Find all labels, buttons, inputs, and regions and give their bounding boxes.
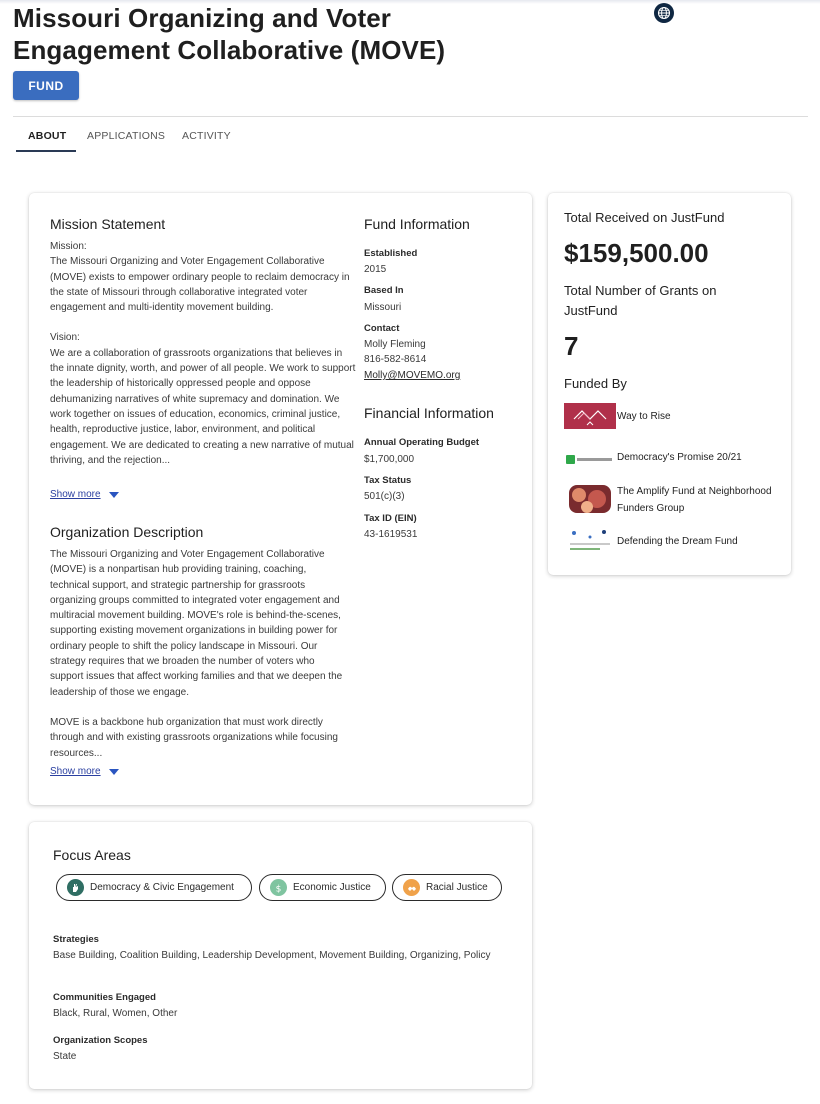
focus-pill-label: Economic Justice	[293, 882, 371, 893]
description-show-more[interactable]	[50, 766, 119, 777]
amplify-fund-logo	[569, 485, 611, 513]
contact-label: Contact	[364, 323, 400, 334]
globe-icon[interactable]	[654, 3, 674, 23]
hand-icon	[67, 879, 84, 896]
focus-areas-heading: Focus Areas	[53, 847, 131, 863]
democracys-promise-logo	[566, 452, 614, 463]
svg-text:$: $	[275, 884, 282, 893]
about-card	[29, 193, 532, 805]
hands-icon	[403, 879, 420, 896]
communities-value: Black, Rural, Women, Other	[53, 1008, 178, 1019]
tax-id-value: 43-1619531	[364, 529, 418, 540]
focus-pill-democracy[interactable]	[56, 874, 252, 901]
established-value: 2015	[364, 264, 387, 275]
funder-defending-the-dream[interactable]: Defending the Dream Fund	[617, 536, 738, 547]
strategies-value: Base Building, Coalition Building, Leadership Development, Movement Building, Organizing, Policy	[53, 950, 491, 961]
scopes-value: State	[53, 1051, 77, 1062]
funder-democracys-promise[interactable]: Democracy's Promise 20/21	[617, 452, 742, 463]
grants-count: 7	[564, 331, 579, 361]
based-in-value: Missouri	[364, 302, 402, 313]
funder-amplify-fund[interactable]: The Amplify Fund at Neighborhood Funders Group	[617, 486, 772, 514]
dollar-icon	[270, 879, 287, 896]
grants-count-label: Total Number of Grants on JustFund	[564, 283, 717, 318]
focus-pill-label: Democracy & Civic Engagement	[90, 882, 234, 893]
total-received-amount: $159,500.00	[564, 238, 709, 268]
vision-label: Vision:	[50, 332, 80, 344]
active-tab-indicator	[16, 150, 76, 152]
communities-label: Communities Engaged	[53, 992, 156, 1003]
mission-label: Mission:	[50, 241, 87, 252]
total-received-label: Total Received on JustFund	[564, 210, 725, 225]
mission-text: The Missouri Organizing and Voter Engagement Collaborative (MOVE) exists to empower ordinary people to reclaim democracy in the state of Missouri through collaborative integrated voter engagement and multi-identity movement building.	[50, 256, 350, 314]
funding-summary-card	[548, 193, 791, 575]
contact-name: Molly Fleming	[364, 339, 426, 350]
org-description-body	[50, 547, 348, 761]
fund-info-heading: Fund Information	[364, 216, 470, 232]
org-description-paragraph: The Missouri Organizing and Voter Engagement Collaborative (MOVE) is a nonpartisan hub providing training, coaching, technical support, and strategic partnership for grassroots organizing groups committed to integrated voter engagement and multiracial movement building. MOVE's role is behind-the-scenes, supporting existing movement organizations in building power for ordinary people to shift the policy landscape in Missouri. Our strategy requires that we broaden the number of voters who support issues that affect working families and that we deepen the leadership of those we engage.	[50, 549, 343, 698]
show-more-label: Show more	[50, 489, 101, 500]
focus-areas-card	[29, 822, 532, 1089]
budget-label: Annual Operating Budget	[364, 437, 480, 448]
org-description-paragraph: MOVE is a backbone hub organization that must work directly through and with existing grassroots organizations while focusing resources...	[50, 716, 338, 759]
tax-status-label: Tax Status	[364, 475, 412, 486]
contact-phone: 816-582-8614	[364, 354, 427, 365]
mission-show-more[interactable]	[50, 489, 119, 500]
focus-pill-racial[interactable]	[392, 874, 502, 901]
vision-text: We are a collaboration of grassroots organizations that believes in the innate dignity, worth, and power of all people. We work to support the leadership of historically oppressed people and oppose dehumanizing narratives of white supremacy and domination. We work together on issues of education, economics, criminal justice, health, reproductive justice, labor, environment, and political engagement. We are dedicated to creating a new narrative of mutual thriving, and the rejection...	[50, 347, 356, 466]
page-title: Missouri Organizing and Voter Engagement Collaborative (MOVE)	[13, 3, 446, 65]
tabs-divider	[13, 116, 808, 117]
caret-down-icon	[109, 492, 119, 498]
org-description-heading: Organization Description	[50, 524, 204, 540]
contact-email-link[interactable]: Molly@MOVEMO.org	[364, 370, 461, 381]
tab-applications[interactable]: APPLICATIONS	[87, 130, 166, 142]
caret-down-icon	[109, 769, 119, 775]
focus-pill-label: Racial Justice	[426, 882, 488, 893]
tab-about[interactable]: ABOUT	[28, 130, 67, 142]
show-more-label: Show more	[50, 766, 101, 777]
tab-activity[interactable]: ACTIVITY	[182, 130, 231, 142]
funded-by-label: Funded By	[564, 376, 627, 391]
funder-way-to-rise[interactable]: Way to Rise	[617, 411, 671, 422]
financial-info-heading: Financial Information	[364, 405, 494, 421]
way-to-rise-logo	[564, 403, 616, 429]
scopes-label: Organization Scopes	[53, 1035, 148, 1046]
established-label: Established	[364, 248, 418, 259]
mission-heading: Mission Statement	[50, 216, 166, 232]
strategies-label: Strategies	[53, 934, 99, 945]
mission-body	[50, 239, 356, 468]
budget-value: $1,700,000	[364, 454, 415, 465]
based-in-label: Based In	[364, 285, 404, 296]
focus-pill-economic[interactable]	[259, 874, 386, 901]
defending-the-dream-logo	[568, 529, 614, 553]
tax-status-value: 501(c)(3)	[364, 491, 405, 502]
tax-id-label: Tax ID (EIN)	[364, 513, 417, 524]
fund-button[interactable]: FUND	[13, 71, 79, 100]
